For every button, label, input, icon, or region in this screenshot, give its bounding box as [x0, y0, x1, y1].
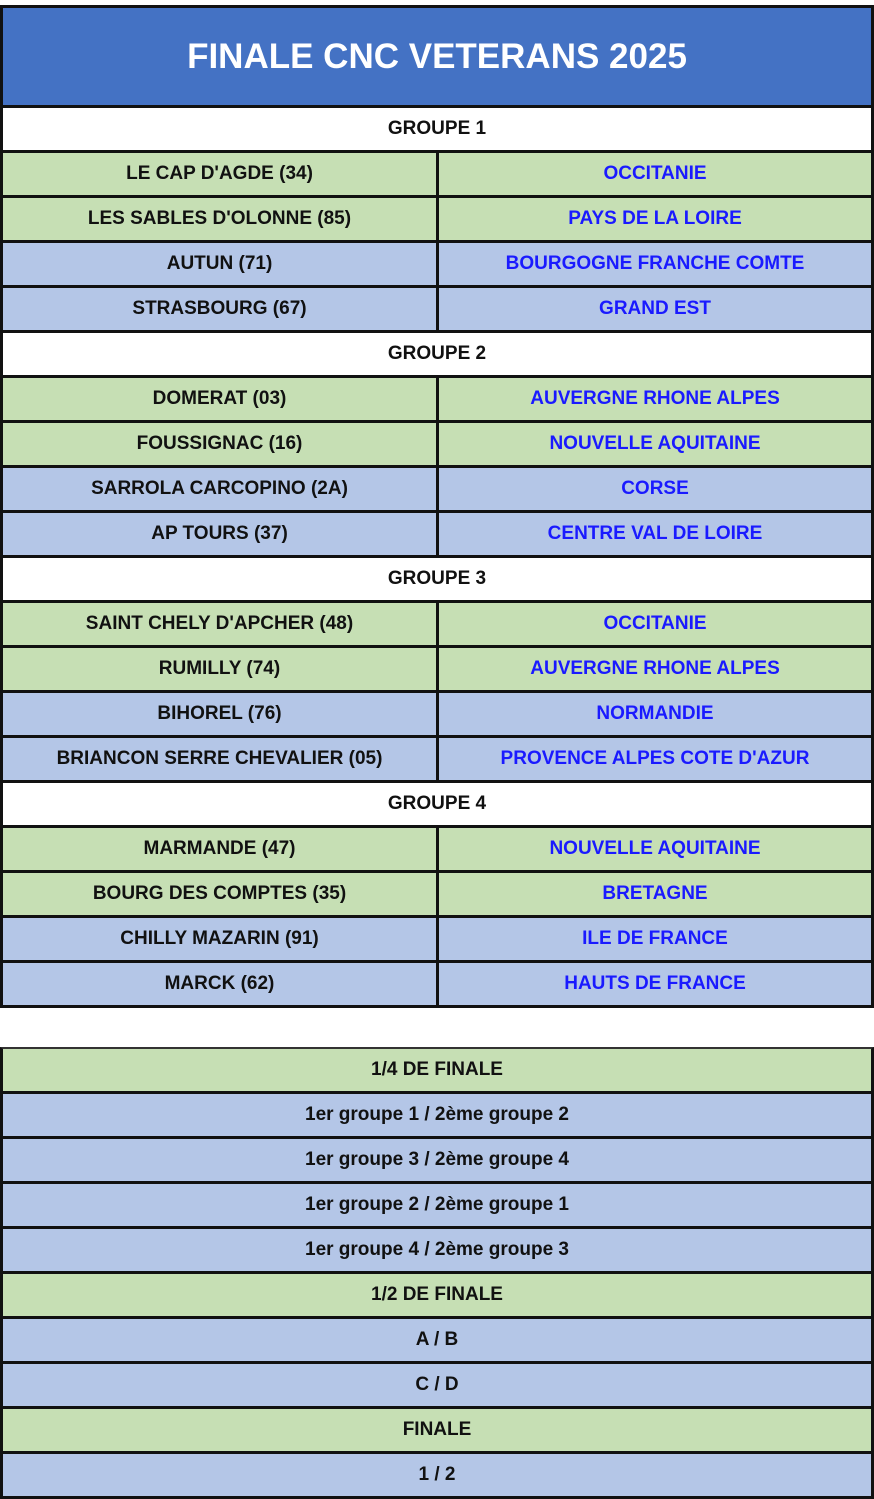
region-name: PROVENCE ALPES COTE D'AZUR: [500, 748, 810, 769]
match-row: [3, 1094, 871, 1139]
match-row: [3, 1229, 871, 1274]
region-name: NORMANDIE: [596, 703, 714, 724]
region-name: ILE DE FRANCE: [582, 928, 728, 949]
region-name: AUVERGNE RHONE ALPES: [530, 658, 780, 679]
region-name: BOURGOGNE FRANCHE COMTE: [505, 253, 805, 274]
group-header: [3, 108, 871, 153]
team-row: [3, 153, 871, 198]
match-label: 1er groupe 1 / 2ème groupe 2: [305, 1104, 569, 1125]
phase-header: [3, 1274, 871, 1319]
club-name: BRIANCON SERRE CHEVALIER (05): [3, 738, 439, 780]
club-name: CHILLY MAZARIN (91): [3, 918, 439, 960]
team-row: [3, 513, 871, 558]
club-name: SAINT CHELY D'APCHER (48): [3, 603, 439, 645]
match-row: [3, 1454, 871, 1499]
match-row: [3, 1139, 871, 1184]
club-name: AUTUN (71): [3, 243, 439, 285]
region-name: OCCITANIE: [603, 613, 707, 634]
match-label: 1er groupe 4 / 2ème groupe 3: [305, 1239, 569, 1260]
team-row: [3, 243, 871, 288]
region-name: PAYS DE LA LOIRE: [568, 208, 742, 229]
group-label: GROUPE 2: [387, 343, 487, 364]
phase-label: 1/4 DE FINALE: [371, 1059, 503, 1080]
match-label: 1er groupe 2 / 2ème groupe 1: [305, 1194, 569, 1215]
team-row: [3, 963, 871, 1008]
match-label: A / B: [415, 1329, 459, 1350]
team-row: [3, 288, 871, 333]
match-label: 1er groupe 3 / 2ème groupe 4: [305, 1149, 569, 1170]
club-name: BIHOREL (76): [3, 693, 439, 735]
phases-table: [0, 1047, 874, 1499]
region-name: CENTRE VAL DE LOIRE: [547, 523, 763, 544]
group-label: GROUPE 4: [387, 793, 487, 814]
club-name: BOURG DES COMPTES (35): [3, 873, 439, 915]
team-row: [3, 828, 871, 873]
club-name: DOMERAT (03): [3, 378, 439, 420]
match-row: [3, 1184, 871, 1229]
club-name: LES SABLES D'OLONNE (85): [3, 198, 439, 240]
team-row: [3, 423, 871, 468]
region-name: CORSE: [621, 478, 689, 499]
team-row: [3, 198, 871, 243]
region-name: NOUVELLE AQUITAINE: [549, 433, 761, 454]
club-name: RUMILLY (74): [3, 648, 439, 690]
phase-header: [3, 1409, 871, 1454]
team-row: [3, 918, 871, 963]
club-name: SARROLA CARCOPINO (2A): [3, 468, 439, 510]
match-row: [3, 1364, 871, 1409]
club-name: STRASBOURG (67): [3, 288, 439, 330]
region-name: AUVERGNE RHONE ALPES: [530, 388, 780, 409]
match-label: 1 / 2: [418, 1464, 456, 1485]
region-name: OCCITANIE: [603, 163, 707, 184]
page-title: FINALE CNC VETERANS 2025: [3, 8, 871, 108]
match-row: [3, 1319, 871, 1364]
region-name: NOUVELLE AQUITAINE: [549, 838, 761, 859]
group-header: [3, 783, 871, 828]
team-row: [3, 648, 871, 693]
team-row: [3, 468, 871, 513]
club-name: LE CAP D'AGDE (34): [3, 153, 439, 195]
phase-label: FINALE: [402, 1419, 472, 1440]
club-name: FOUSSIGNAC (16): [3, 423, 439, 465]
team-row: [3, 738, 871, 783]
team-row: [3, 873, 871, 918]
phase-header: [3, 1049, 871, 1094]
match-label: C / D: [415, 1374, 459, 1395]
group-header: [3, 558, 871, 603]
club-name: AP TOURS (37): [3, 513, 439, 555]
phase-label: 1/2 DE FINALE: [371, 1284, 503, 1305]
group-header: [3, 333, 871, 378]
region-name: BRETAGNE: [602, 883, 708, 904]
groups-table: [0, 5, 874, 1008]
club-name: MARCK (62): [3, 963, 439, 1005]
region-name: GRAND EST: [599, 298, 711, 319]
team-row: [3, 378, 871, 423]
group-label: GROUPE 1: [387, 118, 487, 139]
region-name: HAUTS DE FRANCE: [564, 973, 746, 994]
club-name: MARMANDE (47): [3, 828, 439, 870]
team-row: [3, 693, 871, 738]
team-row: [3, 603, 871, 648]
group-label: GROUPE 3: [387, 568, 487, 589]
